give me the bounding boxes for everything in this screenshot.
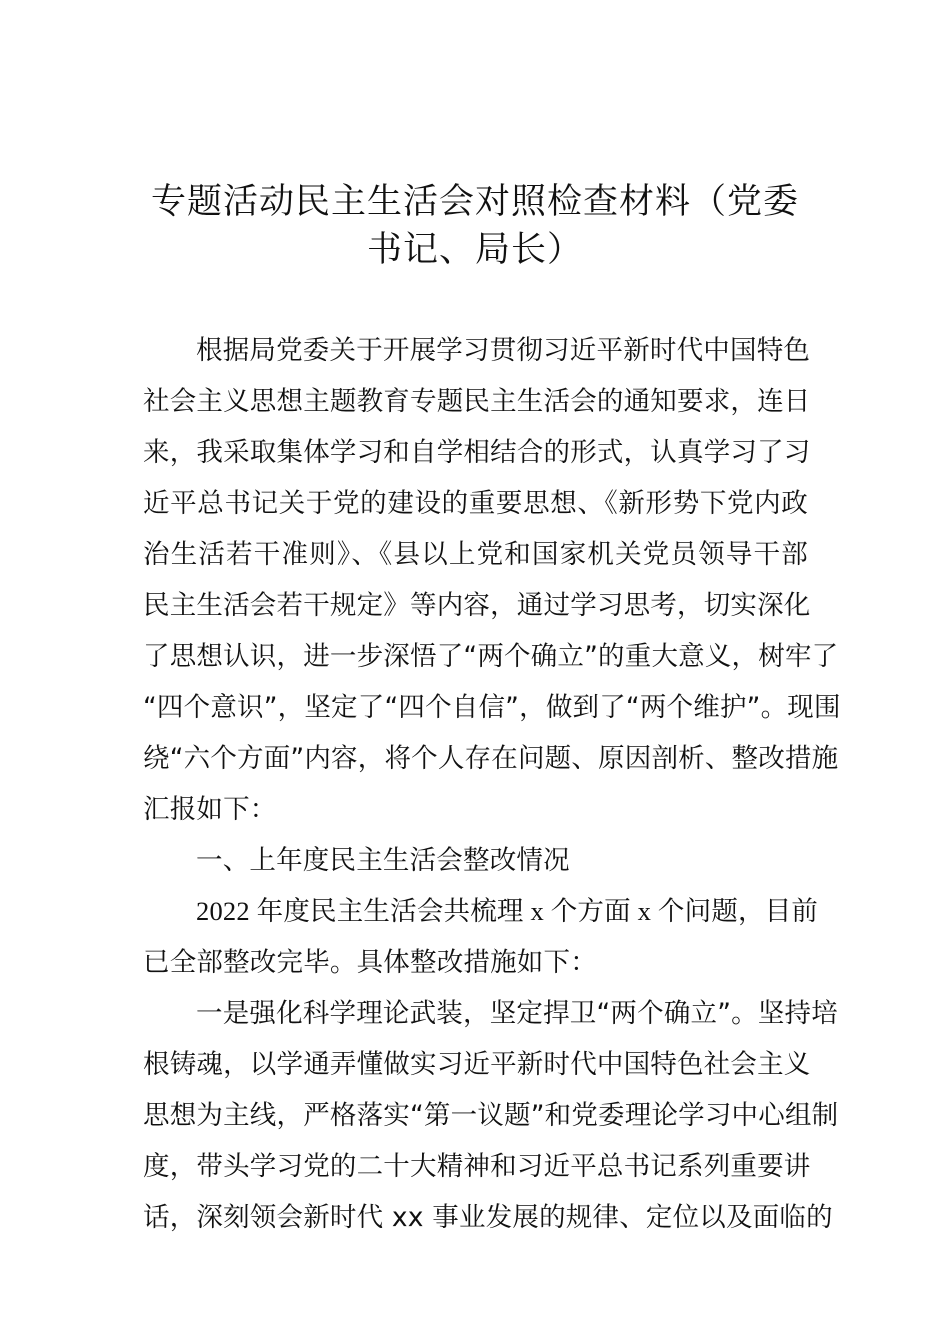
document-title: [145, 178, 805, 274]
body-line: “四个意识”，坚定了“四个自信”，做到了“两个维护”。现围: [143, 692, 841, 723]
body-line: 了思想认识，进一步深悟了“两个确立”的重大意义，树牢了: [143, 641, 839, 672]
body-line: 绕“六个方面”内容，将个人存在问题、原因剖析、整改措施: [143, 743, 839, 774]
document-body: [143, 325, 841, 1243]
body-line: 度，带头学习党的二十大精神和习近平总书记系列重要讲: [143, 1151, 811, 1182]
body-line: 根据局党委关于开展学习贯彻习近平新时代中国特色: [196, 335, 811, 366]
body-line: 社会主义思想主题教育专题民主生活会的通知要求，连日: [143, 386, 811, 417]
title-line-2: 书记、局长）: [366, 230, 583, 270]
body-line: 来，我采取集体学习和自学相结合的形式，认真学习了习: [143, 437, 811, 468]
body-line: 2022 年度民主生活会共梳理 x 个方面 x 个问题，目前: [196, 896, 819, 926]
body-line: 汇报如下：: [143, 794, 277, 825]
body-line: 治生活若干准则》、《县以上党和国家机关党员领导干部: [143, 539, 808, 570]
body-line: 思想为主线，严格落实“第一议题”和党委理论学习中心组制: [143, 1100, 839, 1131]
body-line: 话，深刻领会新时代 xx 事业发展的规律、定位以及面临的: [143, 1202, 833, 1233]
section-heading: 一、上年度民主生活会整改情况: [196, 845, 570, 876]
body-line: 民主生活会若干规定》等内容，通过学习思考，切实深化: [143, 590, 811, 621]
body-line: 一是强化科学理论武装，坚定捍卫“两个确立”。坚持培: [196, 998, 838, 1029]
title-line-1: 专题活动民主生活会对照检查材料（党委: [150, 182, 799, 222]
body-line: 已全部整改完毕。具体整改措施如下：: [143, 947, 597, 978]
body-line: 根铸魂，以学通弄懂做实习近平新时代中国特色社会主义: [143, 1049, 811, 1080]
body-line: 近平总书记关于党的建设的重要思想、《新形势下党内政: [143, 488, 808, 519]
